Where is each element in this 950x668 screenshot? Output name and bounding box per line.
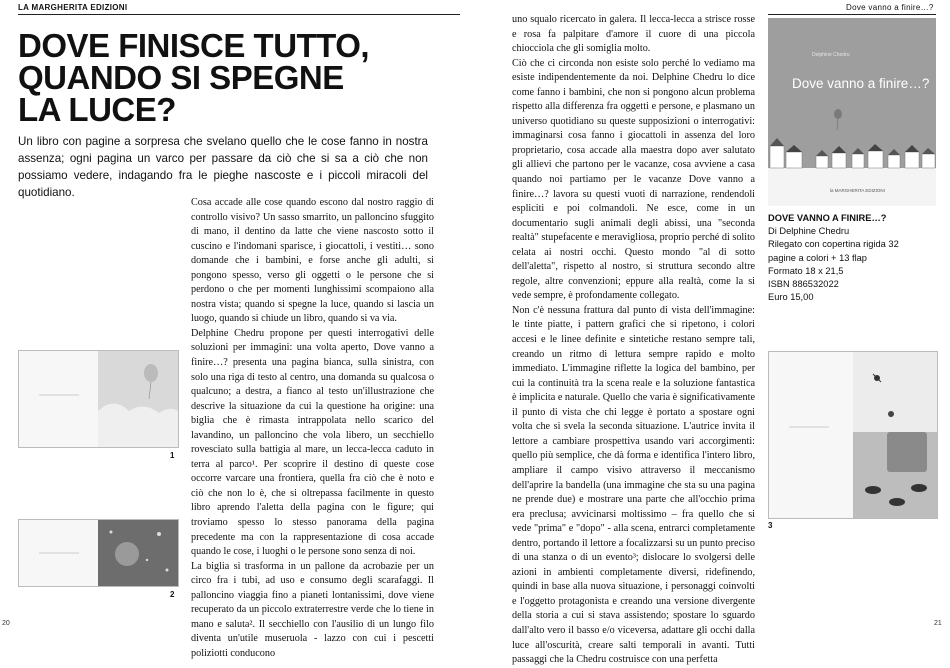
- right-page-number: 21: [934, 620, 942, 627]
- paragraph: Non c'è nessuna frattura dal punto di vista dell'immagine: le tinte piatte, i pattern grafici che si ripetono, i colori accesi e le linee definite e sintetiche restano sempre tali, creando un ritmo di lettura sempre rapido e molto immediato. L'immagine riflette la logica del bambino, per cui la continuità tra la scena reale e la soluzione fantastica è implicita e naturale. Quello che varia è significativamente il punto di vista che chi legge è portato a spostare ogni volta che si svela la seconda situazione. L'autrice invita il lettore a cambiare prospettiva usando vari accorgimenti: quello più semplice, che dà forma e identifica l'intero libro, ampliare il campo visivo attraverso il meccanismo dell'aprire la bandella (una immagine che sta su una pagina ne prende due) e mostrare una parte che all'occhio prima era preclusa; avvicinarsi moltissimo – fra quello che si vede "prima" e "dopo" - alla scena, entrarci completamente dentro, portando il lettore a focalizzarsi su un punto preciso di una stanza o di un evento³; dislocare lo svolgersi delle azioni in ambienti completamente diversi, ridefinendo, quindi in base alla nuova situazione, i personaggi coinvolti e l'oggetto protagonista e creando una versione divergente della storia a cui si stava assistendo; spostare lo sguardo dall'alto vero il basso e/o viceversa, adattare gli occhi dalla luce all'oscurità, creare salti temporali in avanti. Tutti passaggi che la Chedru costruisce con una perfetta: [512, 304, 755, 666]
- cover-author: Delphine Chedru: [812, 52, 850, 58]
- right-running-header: Dove vanno a finire…?: [846, 3, 934, 12]
- title-line-3: LA LUCE?: [18, 91, 176, 128]
- book-meta-line: Di Delphine Chedru: [768, 226, 850, 237]
- paragraph: uno squalo ricercato in galera. Il lecca-lecca a strisce rosse e rosa fa palpitare d'amore il cuore di una piccola chiocciola che gli somiglia molto.: [512, 14, 755, 55]
- book-meta-line: Euro 15,00: [768, 292, 814, 303]
- right-header-rule: [768, 14, 936, 15]
- balloon-scene-image: [19, 351, 178, 447]
- left-header-rule: [18, 14, 460, 15]
- left-body-column: [191, 196, 434, 662]
- paragraph: Cosa accade alle cose quando escono dal nostro raggio di controllo visivo? Un sasso smarrito, un palloncino sfuggito di mano, il dentino da latte che viene nascosto sotto il cuscino e l'indomani sparisce, i giocattoli, i vestiti… sono domande che i bambini, e forse anche gli adulti, si pongono spesso, verso gli oggetti o le persone che si perdono o che per momenti lunghissimi scompaiono alla nostra vista; quando si spegne la luce, quando si lascia un luogo, quando si chiude un libro, quando si va via.: [191, 197, 434, 325]
- title-line-1: DOVE FINISCE TUTTO,: [18, 27, 370, 64]
- book-meta-line: pagine a colori + 13 flap: [768, 252, 867, 263]
- paragraph: Delphine Chedru propone per questi interrogativi delle soluzioni per immagini: una volta aperto, Dove vanno a finire…? presenta una pagina bianca, sulla sinistra, con solo una riga di testo al centro, una domanda su qualcosa o qualcuno; a destra, a fianco al testo un'illustrazione che descrive la situazione da cui la questione ha origine: una biglia che è rimasta intrappolata nello scarico del lavandino, un palloncino che vola libero, un secchiello rovesciato sulla battigia al mare, un lecca-lecca caduto in terra al parco¹. Per scoprire il destino di queste cose occorre varcare una frontiera, quella fra ciò che è noto e ciò che non lo è, che si oltrepassa facilmente in questo libro aprendo l'aletta della pagina con le figure; qui troviamo spesso lo stesso panorama della pagina precedente ma con la rappresentazione di cosa accade quando le cose, i luoghi o le persone sono senza di noi.: [191, 327, 434, 558]
- left-running-header: LA MARGHERITA EDIZIONI: [18, 3, 128, 12]
- book-meta-line: ISBN 886532022: [768, 279, 839, 290]
- right-body-column: [512, 13, 755, 668]
- article-intro: Un libro con pagine a sorpresa che svelano quello che le cose fanno in nostra assenza; ogni pagina un varco per passare da ciò che si sa a ciò che non possiamo vedere, indagando fra le pieghe nascoste e i piccoli miracoli del quotidiano.: [18, 135, 428, 199]
- title-line-2: QUANDO SI SPEGNE: [18, 59, 344, 96]
- book-meta-line: Rilegato con copertina rigida 32: [768, 239, 899, 250]
- illustration-3: [768, 351, 938, 519]
- caption-number-2: 2: [170, 590, 175, 599]
- cover-title: Dove vanno a finire…?: [792, 76, 930, 91]
- book-metadata: [768, 212, 938, 304]
- paragraph: Ciò che ci circonda non esiste solo perché lo vediamo ma esiste indipendentemente da noi. Delphine Chedru lo dice come fanno i bambini, che non si pongono alcun problema rispetto alla differenza fra oggetti e persone, e plasmano un universo quotidiano su queste supposizioni o interrogativi: immaginarsi cosa fanno i giocattoli in assenza del loro proprietario, cosa accade alla maestra dopo aver salutato gli allievi che partono per le vacanze, cosa avviene a casa quando noi partiamo per le vacanze Dove vanno a finire…? lavora su questi vuoti di narrazione, rendendoli espliciti e poi colmandoli. Ne esce, come in un documentario sugli animali degli abissi, una "seconda realtà" stupefacente e meravigliosa, proprio perché di solito celata ai nostri occhi. Questo mondo "al di sotto dell'aletta", rispetto al nostro, si struttura secondo altre regole, altre convenzioni; eppure alla realtà, come la si vede sempre, è profondamente collegato.: [512, 57, 755, 302]
- illustration-2: [18, 519, 179, 587]
- book-cover: [768, 18, 936, 206]
- paragraph: La biglia si trasforma in un pallone da acrobazie per un circo fra i tubi, ad uso e consumo degli scarafaggi. Il palloncino viaggia fino a pianeti lontanissimi, dove viene recuperato da un piccolo extraterrestre verde che lo tiene in mano e saluta². Il secchiello con l'ausilio di un lungo filo diventa un'utile museruola - lazzo con cui i pescetti poliziotti conducono: [191, 560, 434, 659]
- article-title: [18, 27, 370, 128]
- cover-publisher: la MARGHERITA EDIZIONI: [830, 188, 885, 193]
- left-page-number: 20: [2, 620, 10, 627]
- cover-illustration: [768, 18, 936, 206]
- book-meta-title: DOVE VANNO A FINIRE…?: [768, 213, 887, 223]
- caption-number-1: 1: [170, 451, 175, 460]
- illustration-1: [18, 350, 179, 448]
- space-scene-image: [19, 520, 178, 586]
- insect-scene-image: [769, 352, 937, 518]
- caption-number-3: 3: [768, 521, 773, 530]
- book-meta-line: Formato 18 x 21,5: [768, 265, 844, 276]
